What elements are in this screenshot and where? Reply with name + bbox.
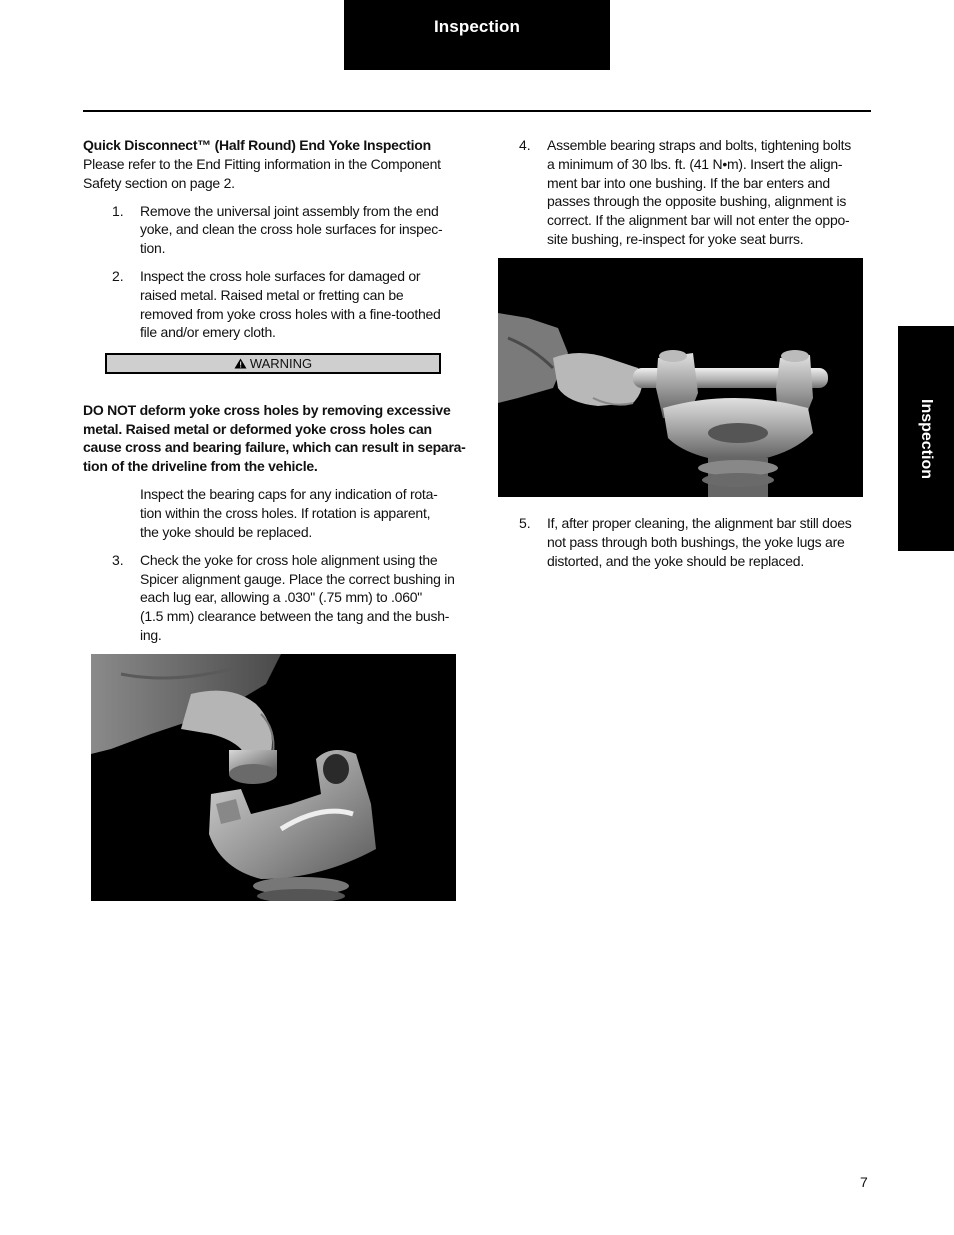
section-heading: Quick Disconnect™ (Half Round) End Yoke Inspection: [83, 137, 431, 153]
header-divider: [83, 110, 871, 112]
intro-line-1: Please refer to the End Fitting information in the Component: [83, 156, 441, 172]
step-4-line-3: ment bar into one bushing. If the bar enters and: [547, 175, 830, 191]
step-5-line-2: not pass through both bushings, the yoke lugs are: [547, 534, 845, 550]
section-header-label: Inspection: [433, 17, 520, 36]
warning-banner: [105, 353, 441, 374]
bearing-note-line-1: Inspect the bearing caps for any indication of rota-: [140, 486, 438, 502]
step-3-line-1: Check the yoke for cross hole alignment using the: [140, 552, 438, 568]
side-section-tab: [898, 326, 954, 551]
bearing-note-line-3: the yoke should be replaced.: [140, 524, 313, 540]
warning-triangle-icon: [234, 356, 247, 373]
step-2-line-1: Inspect the cross hole surfaces for damaged or: [140, 268, 421, 284]
step-1-line-1: Remove the universal joint assembly from the end: [140, 203, 439, 219]
side-tab-label: Inspection: [918, 398, 935, 479]
step-4-line-4: passes through the opposite bushing, alignment is: [547, 193, 847, 209]
intro-line-2: Safety section on page 2.: [83, 175, 235, 191]
page-number: 7: [860, 1174, 868, 1190]
step-4-line-6: site bushing, re-inspect for yoke seat burrs.: [547, 231, 804, 247]
warning-line-2: metal. Raised metal or deformed yoke cross holes can: [83, 421, 432, 437]
step-2-line-4: file and/or emery cloth.: [140, 324, 276, 340]
step-4-line-1: Assemble bearing straps and bolts, tightening bolts: [547, 137, 851, 153]
warning-line-4: tion of the driveline from the vehicle.: [83, 458, 318, 474]
warning-line-1: DO NOT deform yoke cross holes by removing excessive: [83, 402, 451, 418]
step-4-line-5: correct. If the alignment bar will not enter the oppo-: [547, 212, 850, 228]
warning-label: WARNING: [249, 356, 313, 371]
step-5-number: 5.: [519, 515, 531, 531]
step-3-number: 3.: [112, 552, 124, 568]
step-1-number: 1.: [112, 203, 124, 219]
step-3-line-4: (1.5 mm) clearance between the tang and the bush-: [140, 608, 450, 624]
step-3-line-3: each lug ear, allowing a .030" (.75 mm) to .060": [140, 589, 422, 605]
step-3-line-5: ing.: [140, 627, 162, 643]
step-4-line-2: a minimum of 30 lbs. ft. (41 N•m). Insert the align-: [547, 156, 843, 172]
step-2-line-2: raised metal. Raised metal or fretting can be: [140, 287, 404, 303]
yoke-bushing-photo: [91, 654, 456, 901]
step-1-line-3: tion.: [140, 240, 166, 256]
step-2-line-3: removed from yoke cross holes with a fine-toothed: [140, 306, 441, 322]
step-4-number: 4.: [519, 137, 531, 153]
step-3-line-2: Spicer alignment gauge. Place the correct bushing in: [140, 571, 455, 587]
step-5-line-1: If, after proper cleaning, the alignment bar still does: [547, 515, 852, 531]
warning-line-3: cause cross and bearing failure, which can result in separa-: [83, 439, 466, 455]
section-header-tab: [344, 0, 610, 70]
step-2-number: 2.: [112, 268, 124, 284]
step-1-line-2: yoke, and clean the cross hole surfaces for inspec-: [140, 221, 443, 237]
bearing-note-line-2: tion within the cross holes. If rotation is apparent,: [140, 505, 431, 521]
step-5-line-3: distorted, and the yoke should be replaced.: [547, 553, 804, 569]
alignment-bar-photo: [498, 258, 863, 497]
